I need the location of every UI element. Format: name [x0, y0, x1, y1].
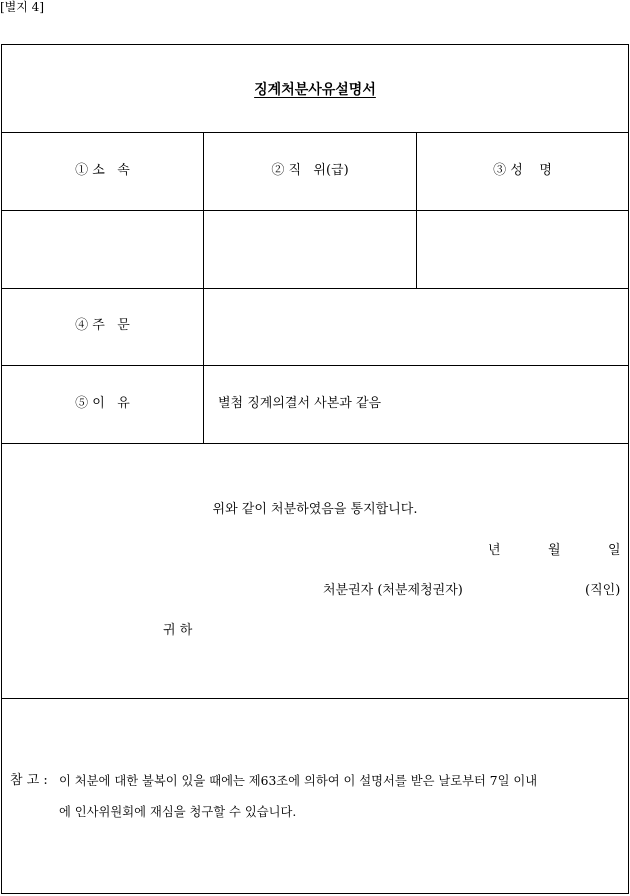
row-divider	[2, 698, 628, 699]
reference-line-1: 이 처분에 대한 불복이 있을 때에는 제63조에 의하여 이 설명서를 받은 날로부터 7일 이내	[59, 774, 538, 788]
name-value-cell[interactable]	[417, 211, 628, 287]
reference-label: 참 고 :	[10, 773, 48, 788]
position-label: ② 직 위(급)	[271, 163, 349, 178]
official-seal: (직인)	[585, 583, 621, 598]
addressee: 귀 하	[163, 623, 193, 638]
date-year: 년	[488, 543, 501, 558]
reason-value: 별첨 징계의결서 사본과 같음	[218, 396, 382, 411]
reason-label: ⑤ 이 유	[75, 396, 130, 411]
date-day: 일	[608, 543, 621, 558]
form-title: 징계처분사유설명서	[254, 82, 376, 98]
disciplinary-reason-form	[1, 44, 629, 894]
name-label: ③ 성 명	[493, 163, 552, 178]
position-value-cell[interactable]	[204, 211, 416, 287]
order-label: ④ 주 문	[75, 318, 130, 333]
affiliation-label: ① 소 속	[75, 163, 130, 178]
annex-label: [별지 4]	[0, 0, 44, 14]
row-divider	[2, 132, 628, 133]
date-month: 월	[548, 543, 561, 558]
order-value-cell[interactable]	[204, 289, 628, 365]
affiliation-value-cell[interactable]	[2, 211, 203, 287]
row-divider	[2, 443, 628, 444]
row-divider	[2, 365, 628, 366]
reference-line-2: 에 인사위원회에 재심을 청구할 수 있습니다.	[59, 805, 297, 819]
notice-statement: 위와 같이 처분하였음을 통지합니다.	[212, 502, 418, 517]
disposition-authority: 처분권자 (처분제청권자)	[323, 583, 463, 598]
